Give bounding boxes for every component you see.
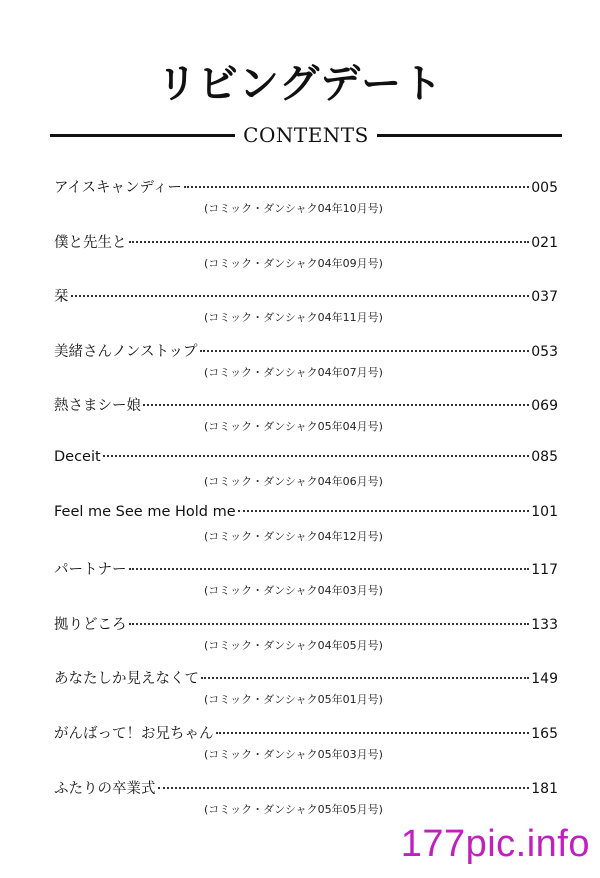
entry-title: がんばって！お兄ちゃん [54, 725, 214, 742]
entry-source: (コミック・ダンシャク04年03月号) [204, 584, 383, 598]
right-rule [377, 134, 562, 137]
toc-entry [54, 504, 558, 559]
entry-source: (コミック・ダンシャク05年04月号) [204, 420, 383, 434]
left-rule [50, 134, 235, 137]
toc-entry [54, 340, 558, 395]
contents-label: CONTENTS [243, 123, 369, 147]
entry-page: 133 [531, 616, 558, 633]
toc-list [54, 176, 558, 831]
entry-title: ふたりの卒業式 [54, 780, 156, 797]
toc-entry [54, 285, 558, 340]
toc-entry [54, 667, 558, 722]
entry-title: Deceit [54, 448, 101, 465]
entry-source: (コミック・ダンシャク04年10月号) [204, 202, 383, 215]
entry-page: 117 [531, 562, 558, 579]
entry-title: Feel me See me Hold me [54, 503, 236, 520]
entry-source: (コミック・ダンシャク04年09月号) [204, 256, 383, 270]
page-title: リビングデート [156, 61, 444, 107]
leader-dots [129, 623, 530, 625]
toc-entry [54, 613, 558, 668]
entry-title: 栞 [54, 289, 69, 306]
leader-dots [200, 350, 530, 352]
contents-heading [50, 122, 562, 148]
leader-dots [201, 677, 529, 679]
entry-source: (コミック・ダンシャク04年07月号) [204, 365, 383, 379]
leader-dots [184, 186, 529, 188]
entry-title: 熱さまシー娘 [54, 398, 141, 415]
entry-title: あなたしか見えなくて [54, 671, 199, 688]
entry-page: 053 [531, 343, 558, 360]
entry-title: 拠りどころ [54, 616, 127, 633]
toc-entry [54, 394, 558, 449]
entry-page: 165 [531, 725, 558, 742]
toc-entry [54, 176, 558, 231]
toc-entry [54, 231, 558, 286]
entry-source: (コミック・ダンシャク05年05月号) [204, 802, 383, 816]
entry-page: 149 [531, 671, 558, 688]
entry-page: 069 [531, 398, 558, 415]
leader-dots [129, 568, 530, 570]
leader-dots [129, 241, 530, 243]
entry-page: 101 [531, 503, 558, 520]
watermark: 177pic.info [400, 823, 590, 865]
toc-entry [54, 722, 558, 777]
leader-dots [158, 787, 530, 789]
leader-dots [103, 455, 530, 457]
entry-page: 181 [531, 780, 558, 797]
entry-source: (コミック・ダンシャク04年06月号) [204, 474, 383, 488]
entry-title: 僕と先生と [54, 234, 127, 251]
entry-page: 085 [531, 448, 558, 465]
entry-title: パートナー [54, 562, 127, 579]
leader-dots [71, 295, 530, 297]
entry-title: アイスキャンディー [54, 180, 182, 196]
toc-entry [54, 558, 558, 613]
entry-page: 037 [531, 289, 558, 306]
toc-entry [54, 449, 558, 504]
entry-source: (コミック・ダンシャク05年01月号) [204, 693, 383, 707]
entry-source: (コミック・ダンシャク04年11月号) [204, 311, 383, 325]
entry-source: (コミック・ダンシャク05年03月号) [204, 747, 383, 761]
leader-dots [216, 732, 530, 734]
entry-page: 021 [531, 234, 558, 251]
leader-dots [143, 404, 529, 406]
entry-source: (コミック・ダンシャク04年12月号) [204, 529, 383, 543]
entry-source: (コミック・ダンシャク04年05月号) [204, 638, 383, 652]
leader-dots [238, 510, 530, 512]
entry-page: 005 [531, 180, 558, 196]
entry-title: 美緒さんノンストップ [54, 343, 198, 360]
